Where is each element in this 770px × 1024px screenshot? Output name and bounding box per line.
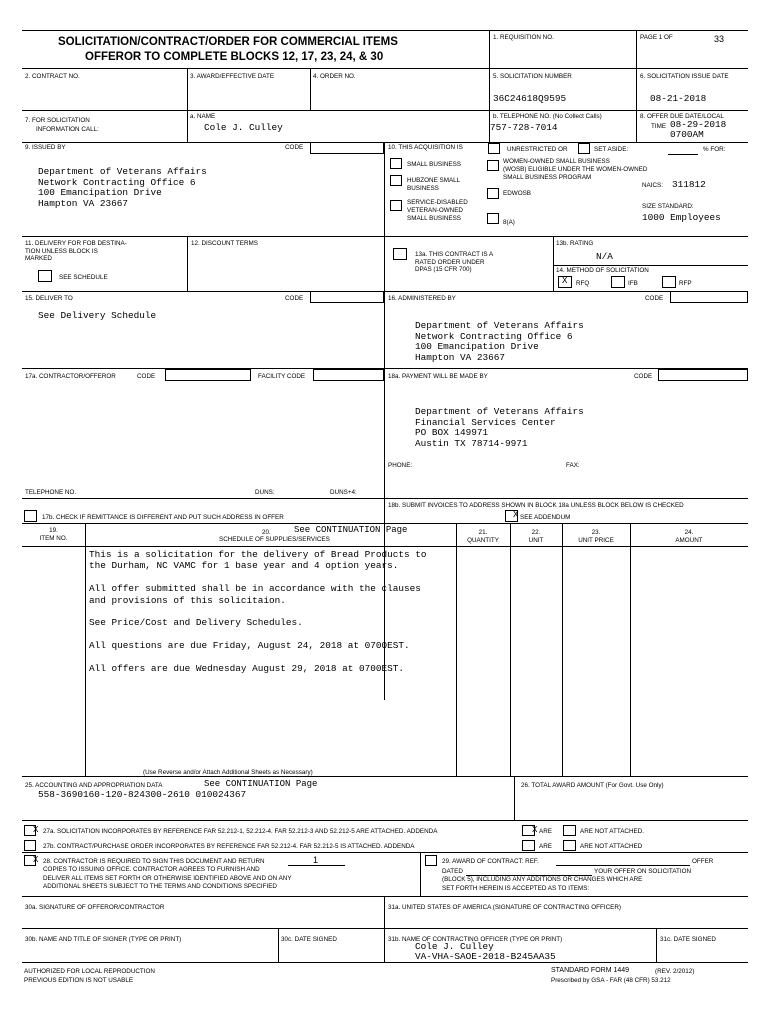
col-amount: 24. AMOUNT [675,529,703,544]
telephone-label: b. TELEPHONE NO. (No Collect Calls) [493,113,602,120]
schedule-line [89,572,427,583]
facility-code-label: FACILITY CODE [258,373,306,380]
small-business-checkbox[interactable] [390,158,402,169]
issued-by-code-label: CODE [285,144,304,151]
small-business-label: SMALL BUSINESS [407,161,462,168]
28-text-2: COPIES TO ISSUING OFFICE. CONTRACTOR AGREES TO FURNISH AND DELIVER ALL ITEMS SET FORTH OR OTHERWISE IDENTIFIED ABOVE AND ON ANY ADDITIONAL SHEETS SUBJECT TO THE TERMS AND CONDITIONS SPECIFIED [43,866,292,890]
eight-a-checkbox[interactable] [487,213,499,224]
col-schedule-value: See CONTINUATION Page [294,525,408,535]
telephone-no-label: TELEPHONE NO. [25,489,77,496]
phone-label: PHONE: [388,462,413,469]
award-date-label: 3. AWARD/EFFECTIVE DATE [190,73,275,80]
contractor-code-label: CODE [137,373,156,380]
rfp-label: RFP [679,280,692,287]
deliver-to-code-label: CODE [285,295,304,302]
29-offer: OFFER [692,858,714,865]
hubzone-label: HUBZONE SMALL BUSINESS [407,177,461,192]
revision: (REV. 2/2012) [655,968,695,975]
rfq-label: RFQ [576,280,590,287]
accounting-label: 25. ACCOUNTING AND APPROPRIATION DATA [25,782,163,789]
contractor-label: 17a. CONTRACTOR/OFFEROR [25,373,116,380]
administered-by-address: Department of Veterans Affairs Network Contracting Office 6 100 Emancipation Drive Hampton VA 23667 [415,320,584,363]
unrestricted-label: UNRESTRICTED OR [507,146,568,153]
wosb-label: WOMEN-OWNED SMALL BUSINESS (WOSB) ELIGIBLE UNDER THE WOMEN-OWNED SMALL BUSINESS PROGRAM [503,158,648,181]
solicitation-info-label-2: INFORMATION CALL: [36,126,99,133]
sdvosb-checkbox[interactable] [390,200,402,211]
page-label: PAGE 1 OF [640,34,673,41]
form-subtitle: OFFEROR TO COMPLETE BLOCKS 12, 17, 23, 24, & 30 [85,51,384,63]
col-unit-price: 23. UNIT PRICE [578,529,614,544]
schedule-line: See Price/Cost and Delivery Schedules. [89,617,303,629]
contract-no-label: 2. CONTRACT NO. [25,73,80,80]
previous-edition-text: PREVIOUS EDITION IS NOT USABLE [24,977,134,984]
administered-code-field[interactable] [670,291,748,303]
27b-are-label: ARE [539,843,552,850]
29-dated: DATED [442,868,463,875]
28-mark: X [33,855,39,865]
27b-are-not-label: ARE NOT ATTACHED [580,843,643,850]
accounting-data[interactable]: 558-3690160-120-824300-2610 010024367 [38,789,247,800]
total-award-label: 26. TOTAL AWARD AMOUNT (For Govt. Use Only) [521,782,664,789]
ifb-label: IFB [628,280,638,287]
signer-name-label: 30b. NAME AND TITLE OF SIGNER (TYPE OR PRINT) [25,936,182,943]
see-addendum-mark: X [513,510,519,520]
payment-label: 18a. PAYMENT WILL BE MADE BY [388,373,488,380]
issued-by-code-field[interactable] [310,142,384,154]
discount-terms-label: 12. DISCOUNT TERMS [191,240,258,247]
page-total: 33 [714,34,725,44]
solicitation-no-label: 5. SOLICITATION NUMBER [493,73,572,80]
signature-offeror-label: 30a. SIGNATURE OF OFFEROR/CONTRACTOR [25,904,165,911]
naics-code[interactable]: 311812 [672,179,706,190]
rated-order-label: 13a. THIS CONTRACT IS A RATED ORDER UNDER DPAS (15 CFR 700) [415,251,494,273]
authorized-text: AUTHORIZED FOR LOCAL REPRODUCTION [24,968,155,975]
remittance-checkbox[interactable] [24,510,37,522]
col-unit: 22. UNIT [528,529,544,544]
29-text-2: (BLOCK 5), INCLUDING ANY ADDITIONS OR CHANGES WHICH ARE SET FORTH HEREIN IS ACCEPTED AS TO ITEMS: [442,876,643,892]
rfq-mark: X [562,276,568,286]
time-label: TIME [651,123,667,130]
duns4-label: DUNS+4: [330,489,357,496]
deliver-to[interactable]: See Delivery Schedule [38,310,157,321]
accounting-value: See CONTINUATION Page [204,779,318,789]
27a-text: 27a. SOLICITATION INCORPORATES BY REFERENCE FAR 52.212-1, 52.212-4. FAR 52.212-3 AND 52.212-5 ARE ATTACHED. ADDENDA [43,828,438,835]
schedule-description [89,549,427,674]
27b-are-not-checkbox[interactable] [563,840,576,851]
offer-due-date[interactable]: 08-29-2018 [670,119,727,130]
telephone[interactable]: 757-728-7014 [490,122,558,133]
pct-for-label: % FOR: [703,146,726,153]
co-reference: VA-VHA-SAOE-2018-B245AA35 [415,951,556,962]
order-no-label: 4. ORDER NO. [313,73,356,80]
27b-checkbox[interactable] [24,840,36,851]
27a-are-not-label: ARE NOT ATTACHED. [580,828,645,835]
reverse-note: (Use Reverse and/or Attach Additional Sheets as Necessary) [143,769,313,776]
deliver-to-code-field[interactable] [310,291,384,303]
acquisition-label: 10. THIS ACQUISITION IS [388,144,463,151]
payment-code-label: CODE [634,373,653,380]
rfp-checkbox[interactable] [662,276,676,288]
contact-name[interactable]: Cole J. Culley [204,122,283,133]
edwosb-checkbox[interactable] [487,188,499,199]
invoice-label: 18b. SUBMIT INVOICES TO ADDRESS SHOWN IN BLOCK 18a UNLESS BLOCK BELOW IS CHECKED [388,502,684,509]
signature-us-label: 31a. UNITED STATES OF AMERICA (SIGNATURE OF CONTRACTING OFFICER) [388,904,622,911]
schedule-line: and provisions of this solicitaion. [89,594,286,606]
sdvosb-label: SERVICE-DISABLED VETERAN-OWNED SMALL BUSINESS [407,199,468,222]
schedule-line [89,652,427,663]
issued-by-label: 9. ISSUED BY [25,144,66,151]
offer-due-time[interactable]: 0700AM [670,129,704,140]
fax-label: FAX: [566,462,580,469]
27a-are-label: ARE [539,828,552,835]
delivery-fob-label: 11. DELIVERY FOR FOB DESTINA- TION UNLESS BLOCK IS MARKED [25,240,127,262]
27b-text: 27b. CONTRACT/PURCHASE ORDER INCORPORATES BY REFERENCE FAR 52.212-4. FAR 52.212-5 IS ATTACHED. ADDENDA [43,843,415,850]
solicitation-no[interactable]: 36C24618Q9595 [493,93,567,104]
solicitation-info-label: 7. FOR SOLICITATION [25,117,90,124]
see-schedule-label: SEE SCHEDULE [59,274,108,281]
name-label: a. NAME [190,113,216,120]
27a-are-not-checkbox[interactable] [563,825,576,836]
payment-address: Department of Veterans Affairs Financial Services Center PO BOX 149971 Austin TX 78714-9971 [415,406,584,449]
schedule-line: All offers are due Wednesday August 29, 2018 at 0700EST. [89,662,405,674]
schedule-line [89,629,427,640]
see-addendum-label: SEE ADDENDUM [520,514,571,521]
schedule-line: All questions are due Friday, August 24, 2018 at 0700EST. [89,640,410,652]
facility-code-field[interactable] [313,369,384,381]
eight-a-label: 8(A) [503,219,515,226]
29-checkbox[interactable] [425,855,437,866]
29-your-offer: YOUR OFFER ON SOLICITATION [594,868,692,875]
method-label: 14. METHOD OF SOLICITATION [556,267,649,274]
issue-date[interactable]: 08-21-2018 [650,93,707,104]
prescribed-by: Prescribed by GSA - FAR (48 CFR) 53.212 [551,977,671,984]
co-name: Cole J. Culley [415,941,494,952]
rated-order-checkbox[interactable] [393,248,407,260]
offer-due-label: 8. OFFER DUE DATE/LOCAL [640,113,724,120]
col-schedule-label: SCHEDULE OF SUPPLIES/SERVICES [219,536,330,543]
standard-form: STANDARD FORM 1449 [551,967,630,974]
size-standard[interactable]: 1000 Employees [642,212,721,223]
remittance-label: 17b. CHECK IF REMITTANCE IS DIFFERENT AND PUT SUCH ADDRESS IN OFFER [42,514,284,521]
schedule-line: the Durham, NC VAMC for 1 base year and 4 option years. [89,560,399,572]
col-schedule-num: 20. [262,529,271,536]
wosb-checkbox[interactable] [487,160,499,171]
27b-are-checkbox[interactable] [522,840,535,851]
set-aside-checkbox[interactable] [578,143,590,154]
payment-code-field[interactable] [658,369,748,381]
form-title: SOLICITATION/CONTRACT/ORDER FOR COMMERCIAL ITEMS [58,36,398,48]
administered-by-label: 16. ADMINISTERED BY [388,295,456,302]
rating-value[interactable]: N/A [596,251,613,262]
27a-are-mark: X [532,825,538,835]
schedule-line: All offer submitted shall be in accordance with the clauses [89,583,421,595]
schedule-line [89,606,427,617]
rating-label: 13b. RATING [556,240,594,247]
duns-label: DUNS: [255,489,275,496]
administered-code-label: CODE [645,295,664,302]
schedule-line: This is a solicitation for the delivery of Bread Products to [89,549,427,560]
unrestricted-checkbox[interactable] [488,143,500,154]
29-text: 29. AWARD OF CONTRACT: REF. [442,858,539,865]
requisition-label: 1. REQUISITION NO. [493,34,554,41]
issue-date-label: 6. SOLICITATION ISSUE DATE [640,73,729,80]
co-name-label: 31b. NAME OF CONTRACTING OFFICER (TYPE OR PRINT) [388,936,563,943]
28-copies[interactable]: 1 [313,855,319,865]
contractor-code-field[interactable] [165,369,251,381]
date-signed-label: 30c. DATE SIGNED [281,936,337,943]
set-aside-label: SET ASIDE: [594,146,629,153]
size-standard-label: SIZE STANDARD: [642,203,694,210]
hubzone-checkbox[interactable] [390,175,402,186]
issued-by-address: Department of Veterans Affairs Network Contracting Office 6 100 Emancipation Drive Hampton VA 23667 [38,166,207,209]
co-date-label: 31c. DATE SIGNED [660,936,716,943]
28-text: 28. CONTRACTOR IS REQUIRED TO SIGN THIS DOCUMENT AND RETURN [43,858,265,865]
col-quantity: 21. QUANTITY [467,529,499,544]
naics-label: NAICS: [642,182,663,189]
deliver-to-label: 15. DELIVER TO [25,295,73,302]
see-schedule-checkbox[interactable] [38,270,52,282]
edwosb-label: EDWOSB [503,190,531,197]
col-item-no: 19. ITEM NO. [39,527,68,542]
27a-mark: X [33,825,39,835]
ifb-checkbox[interactable] [611,276,625,288]
